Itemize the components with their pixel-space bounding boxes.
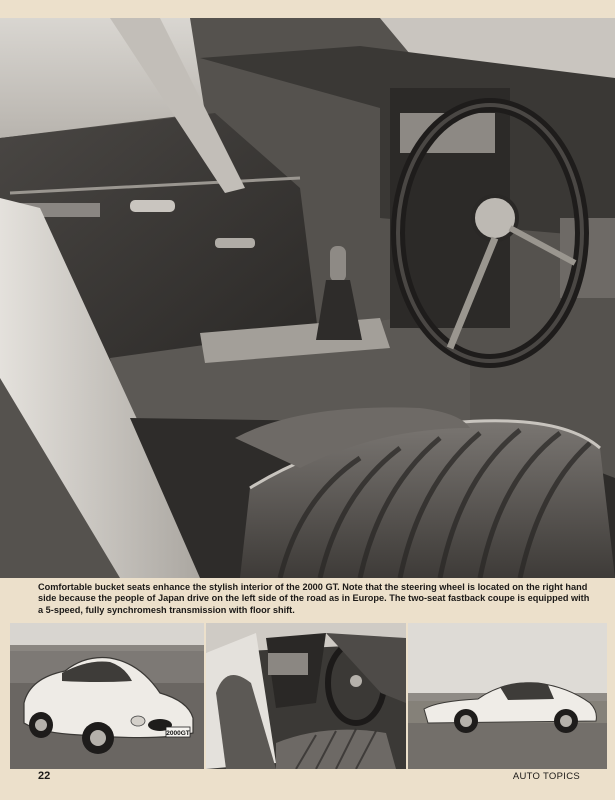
car-front-photo [10, 623, 204, 769]
interior-door-photo [206, 623, 406, 769]
page-number: 22 [38, 770, 51, 782]
running-footer: AUTO TOPICS [512, 771, 580, 782]
car-side-photo [408, 623, 607, 769]
photo-caption: Comfortable bucket seats enhance the stylish interior of the 2000 GT. Note that the steering wheel is located on the right hand side because the people of Japan drive on the left side of the road as in Europe. The two-seat fastback coupe is equipped with a 5-speed, fully synchromesh transmission with floor shift. [38, 582, 590, 615]
interior-hero-photo [0, 18, 615, 578]
front-plate-text: 2000GT [166, 730, 190, 737]
